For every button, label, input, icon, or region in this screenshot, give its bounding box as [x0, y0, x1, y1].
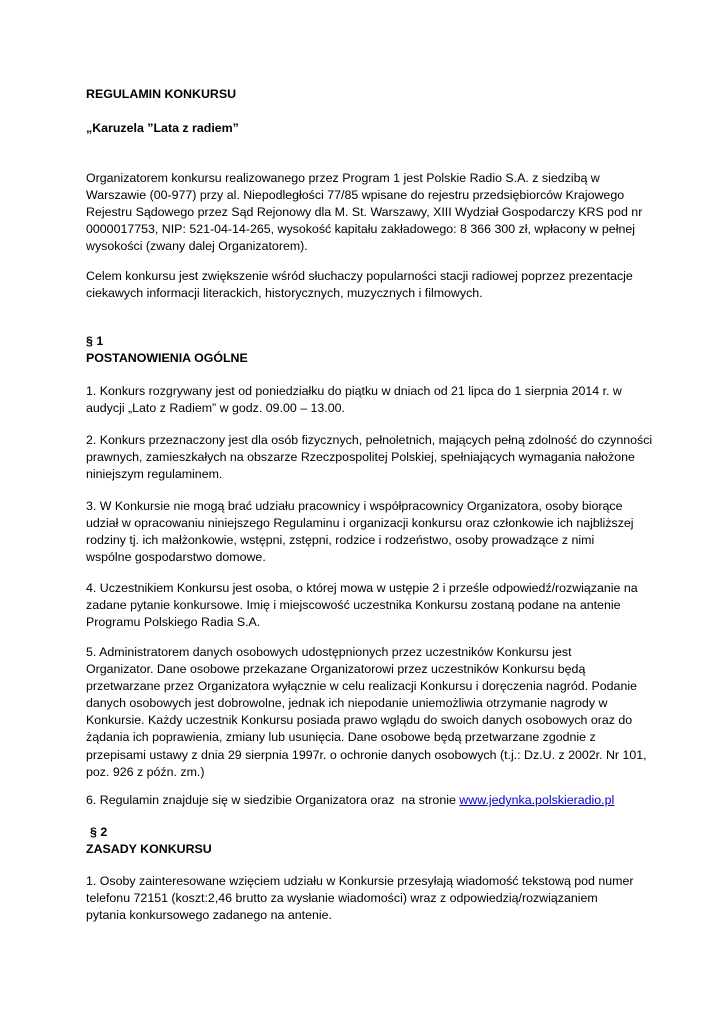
section-heading: ZASADY KONKURSU	[86, 842, 212, 857]
title-text: REGULAMIN KONKURSU	[86, 87, 237, 101]
subtitle-text: „Karuzela ”Lata z radiem”	[86, 121, 239, 135]
text-line: Celem konkursu jest zwiększenie wśród słuchaczy popularności stacji radiowej poprzez prezentacje	[86, 269, 633, 283]
text-line: rodziny tj. ich małżonkowie, wstępni, zstępni, rodzice i rodzeństwo, osoby prowadzące z nimi	[86, 533, 595, 548]
text-line: danych osobowych jest dobrowolne, jednak ich niepodanie uniemożliwia otrzymanie nagrody w	[86, 696, 608, 711]
text-line: audycji „Lato z Radiem” w godz. 09.00 – 13.00.	[86, 401, 345, 416]
text-line: Konkursie. Każdy uczestnik Konkursu posiada prawo wglądu do swoich danych osobowych oraz do	[86, 713, 633, 728]
text-line: 2. Konkurs przeznaczony jest dla osób fizycznych, pełnoletnich, mających pełną zdolność do czynności	[86, 433, 653, 447]
text-line: poz. 926 z późn. zm.)	[86, 764, 205, 779]
text-line: prawnych, zamieszkałych na obszarze Rzeczpospolitej Polskiej, spełniających wymagania nałożone	[86, 450, 635, 465]
text-line: 5. Administratorem danych osobowych udostępnionych przez uczestników Konkursu jest	[86, 645, 572, 659]
text-line: telefonu 72151 (koszt:2,46 brutto za wysłanie wiadomości) wraz z odpowiedzią/rozwiązaniem	[86, 891, 598, 906]
text-line: ciekawych informacji literackich, historycznych, muzycznych i filmowych.	[86, 286, 483, 301]
section-1-paragraph-6	[86, 792, 666, 809]
document-subtitle	[86, 120, 666, 137]
section-1-paragraph-2	[86, 432, 666, 483]
document-title	[86, 86, 666, 103]
text-line: przetwarzane przez Organizatora wyłącznie w celu realizacji Konkursu i doręczenia nagród. Podanie	[86, 679, 637, 694]
intro-paragraph	[86, 170, 666, 255]
text-line: 4. Uczestnikiem Konkursu jest osoba, o której mowa w ustępie 2 i prześle odpowiedź/rozwiązanie na	[86, 581, 638, 595]
section-1-paragraph-3	[86, 498, 666, 566]
section-2-header	[86, 824, 666, 858]
goal-paragraph	[86, 268, 666, 302]
section-2-paragraph-1	[86, 873, 666, 924]
text-line: Programu Polskiego Radia S.A.	[86, 615, 261, 630]
section-number: § 2	[90, 825, 108, 839]
text-line: niniejszym regulaminem.	[86, 467, 223, 482]
text-line: udział w opracowaniu niniejszego Regulaminu i organizacji konkursu oraz członkowie ich najbliższej	[86, 516, 634, 531]
section-number: § 1	[86, 334, 104, 348]
text-line: Rejestru Sądowego przez Sąd Rejonowy dla M. St. Warszawy, XIII Wydział Gospodarczy KRS pod nr	[86, 205, 643, 220]
text-line: 1. Konkurs rozgrywany jest od poniedziałku do piątku w dniach od 21 lipca do 1 sierpnia 2014 r. w	[86, 384, 622, 398]
text-line: Organizatorem konkursu realizowanego przez Program 1 jest Polskie Radio S.A. z siedzibą w	[86, 171, 600, 185]
text-line: Organizator. Dane osobowe przekazane Organizatorowi przez uczestników Konkursu będą	[86, 662, 586, 677]
section-1-header	[86, 333, 666, 367]
regulation-location-text: 6. Regulamin znajduje się w siedzibie Organizatora oraz na stronie	[86, 793, 460, 807]
section-1-paragraph-5	[86, 644, 666, 781]
text-line: 0000017753, NIP: 521-04-14-265, wysokość kapitału zakładowego: 8 366 300 zł, wpłacony w pełnej	[86, 222, 635, 237]
text-line: Warszawie (00-977) przy al. Niepodległości 77/85 wpisane do rejestru przedsiębiorców Krajowego	[86, 188, 625, 203]
text-line: wspólne gospodarstwo domowe.	[86, 550, 266, 565]
text-line: pytania konkursowego zadanego na antenie.	[86, 908, 332, 923]
text-line: żądania ich poprawienia, zmiany lub usunięcia. Dane osobowe będą przetwarzane zgodnie z	[86, 730, 596, 745]
text-line: 3. W Konkursie nie mogą brać udziału pracownicy i współpracownicy Organizatora, osoby biorące	[86, 499, 623, 513]
section-1-paragraph-4	[86, 580, 666, 631]
text-line: przepisami ustawy z dnia 29 sierpnia 1997r. o ochronie danych osobowych (t.j.: Dz.U. z 2002r. Nr 101,	[86, 747, 647, 762]
section-heading: POSTANOWIENIA OGÓLNE	[86, 351, 248, 366]
text-line: wysokości (zwany dalej Organizatorem).	[86, 239, 308, 254]
text-line	[86, 792, 666, 809]
section-1-paragraph-1	[86, 383, 666, 417]
text-line: 1. Osoby zainteresowane wzięciem udziału w Konkursie przesyłają wiadomość tekstową pod numer	[86, 874, 634, 888]
website-link[interactable]: www.jedynka.polskieradio.pl	[459, 793, 615, 807]
text-line: zadane pytanie konkursowe. Imię i miejscowość uczestnika Konkursu zostaną podane na antenie	[86, 598, 621, 613]
